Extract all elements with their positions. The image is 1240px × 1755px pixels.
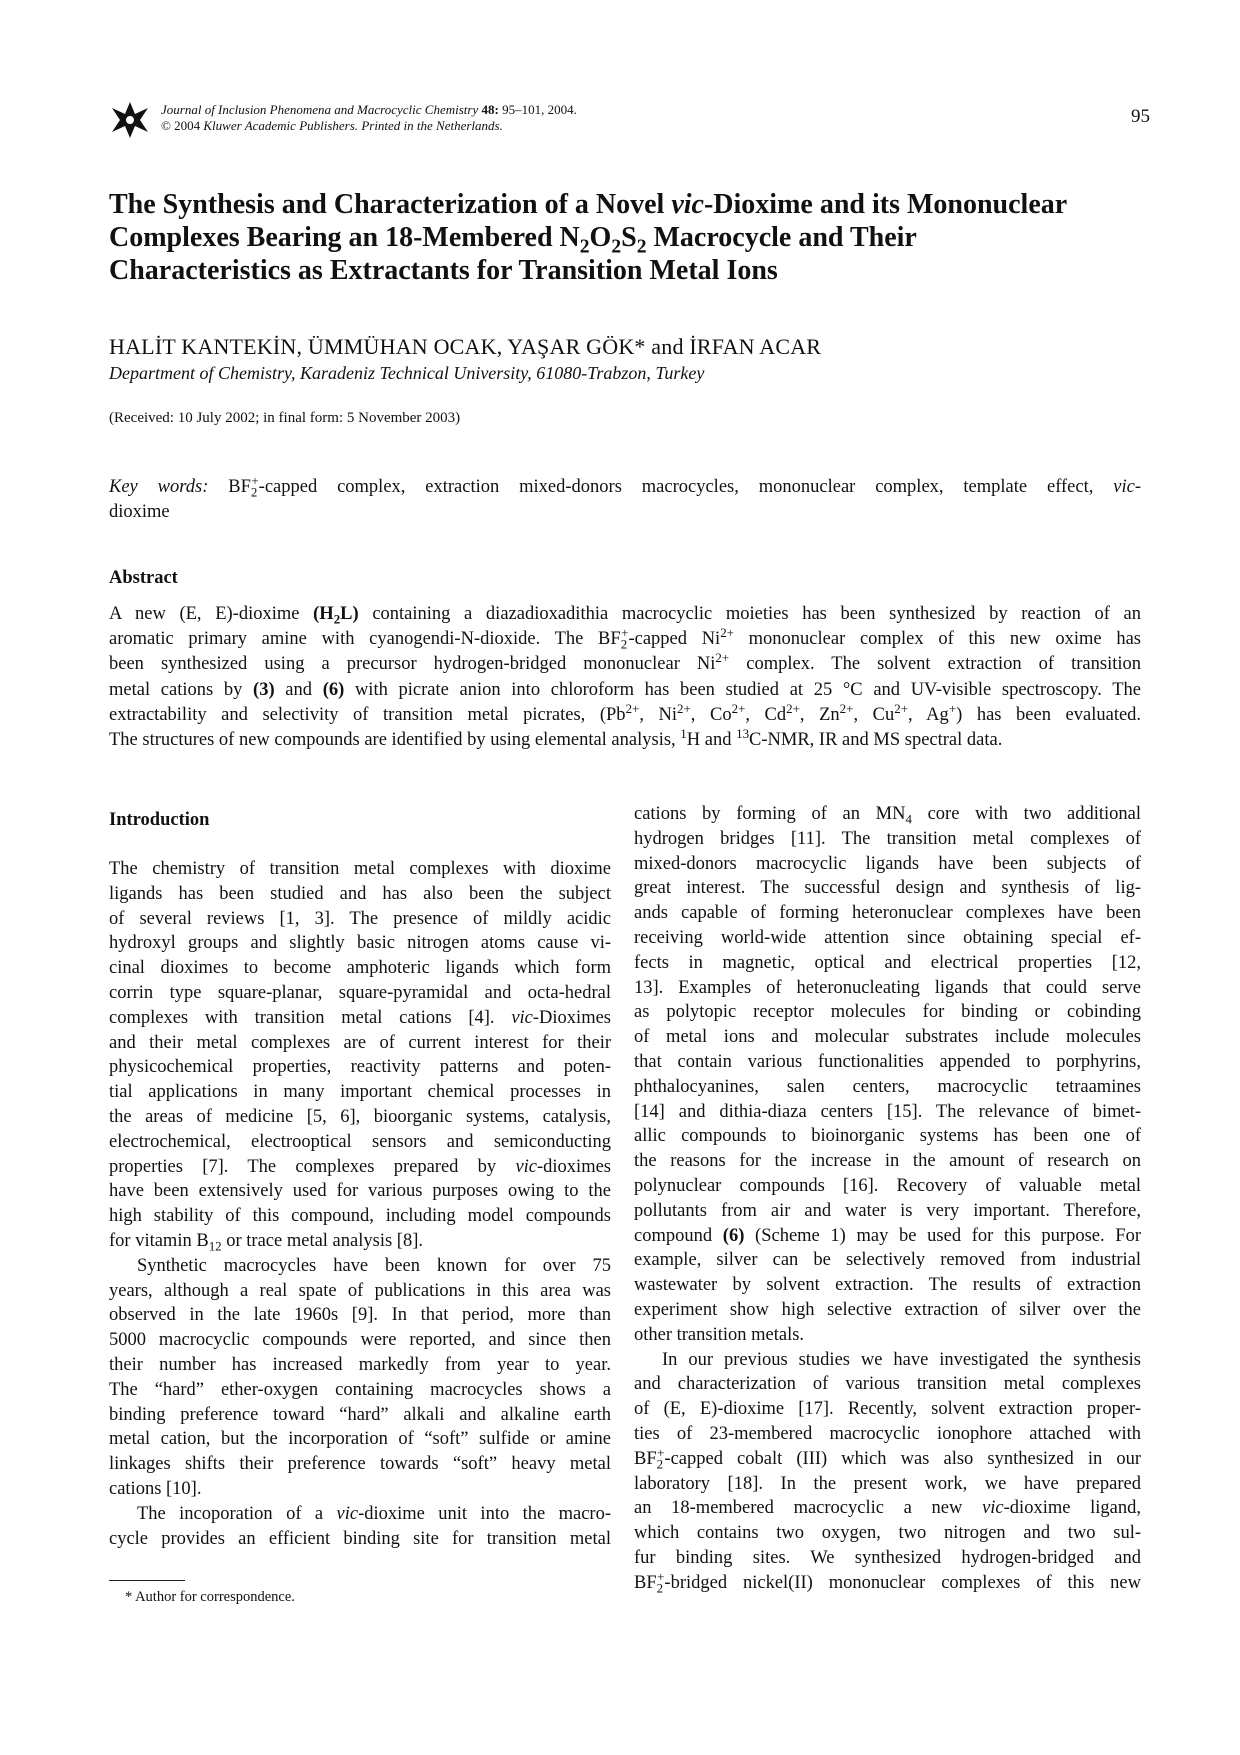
text-line: and their metal complexes are of current interest for their [109, 1032, 611, 1053]
text-line: which contains two oxygen, two nitrogen and two sul- [634, 1523, 1141, 1544]
text-line: of (E, E)-dioxime [17]. Recently, solvent extraction proper- [634, 1399, 1141, 1420]
text-line: fur binding sites. We synthesized hydrogen-bridged and [634, 1547, 1141, 1568]
text-line: phthalocyanines, salen centers, macrocyclic tetraamines [634, 1076, 1141, 1097]
paper-title: The Synthesis and Characterization of a Novel vic-Dioxime and its Mononuclear Complexes Bearing an 18-Membered $N_2O_2S_2$ Macrocycle and Their Characteristics as Extractants for Transition Metal Ions [109, 189, 1068, 286]
text-line: polynuclear compounds [16]. Recovery of valuable metal [634, 1175, 1141, 1196]
text-line: metal cation, but the incorporation of “soft” sulfide or amine [109, 1429, 611, 1450]
abstract-body: A new (E, E)-dioxime $(H_2L)$ containing a diazadioxadithia macrocyclic moieties has been synthesized by reaction of an aromatic primary amine with cyanogendi-N-dioxide. The $BF_2^+$-capped $Ni^{2+}$ mononuclear complex of this new oxime has been synthesized using a precursor hydrogen-bridged mononuclear $Ni^{2+}$ complex. The solvent extraction of transition metal cations by (3) and (6) with picrate anion into chloroform has been studied at 25 °C and UV-visible spectroscopy. The extractability and selectivity of transition metal picrates, ($Pb^{2+}$, $Ni^{2+}$, $Co^{2+}$, $Cd^{2+}$, $Zn^{2+}$, $Cu^{2+}$, Ag+) has been evaluated. The structures of new compounds are identified by using elemental analysis, $^1$H and $^{13}$C-NMR, IR and MS spectral data. [109, 604, 1142, 751]
text-line: as polytopic receptor molecules for binding or cobinding [634, 1002, 1141, 1023]
text-line: $BF_2^+$-capped cobalt (III) which was also synthesized in our [634, 1444, 1141, 1472]
text-line: tial applications in many important chemical processes in [109, 1082, 611, 1103]
affiliation: Department of Chemistry, Karadeniz Technical University, 61080-Trabzon, Turkey [109, 363, 705, 383]
author-list: HALİT KANTEKİN, ÜMMÜHAN OCAK, YAŞAR GÖK* and İRFAN ACAR [109, 334, 822, 359]
text-line: cations [10]. [109, 1478, 202, 1499]
text-line: fects in magnetic, optical and electrical properties [12, [634, 952, 1141, 973]
keywords: Key words: $BF_2^+$-capped complex, extraction mixed-donors macrocycles, mononuclear complex, template effect, vic- dioxime [109, 472, 1141, 522]
text-line: mixed-donors macrocyclic ligands have been subjects of [634, 853, 1141, 874]
text-line: observed in the late 1960s [9]. In that period, more than [109, 1305, 611, 1326]
text-line: ties of 23-membered macrocyclic ionophore attached with [634, 1423, 1141, 1444]
text-line: Synthetic macrocycles have been known for over 75 [137, 1255, 611, 1276]
text-line: high stability of this compound, including model compounds [109, 1206, 611, 1227]
page-number: 95 [1131, 106, 1150, 127]
text-line: 13]. Examples of heteronucleating ligands that could serve [634, 977, 1141, 998]
intro-left-column [109, 857, 611, 1551]
text-line: electrochemical, electrooptical sensors and semiconducting [109, 1131, 611, 1152]
text-line: receiving world-wide attention since obtaining special ef- [634, 927, 1141, 948]
text-line: 5000 macrocyclic compounds were reported, and since then [109, 1330, 611, 1351]
text-line: binding preference toward “hard” alkali and alkaline earth [109, 1404, 611, 1425]
text-line: cinal dioximes to become amphoteric ligands which form [109, 958, 611, 979]
text-line: cations by forming of an $MN_4$ core with two additional [634, 804, 1141, 827]
text-line: other transition metals. [634, 1324, 805, 1345]
text-line: the reasons for the increase in the amount of research on [634, 1151, 1141, 1172]
text-line: experiment show high selective extraction of silver over the [634, 1299, 1141, 1320]
text-line: example, silver can be selectively removed from industrial [634, 1250, 1141, 1271]
text-line: great interest. The successful design and synthesis of lig- [634, 878, 1141, 899]
introduction-heading: Introduction [109, 810, 210, 830]
text-line: allic compounds to bioinorganic systems has been one of [634, 1126, 1141, 1147]
received-dates: (Received: 10 July 2002; in final form: 5 November 2003) [109, 410, 461, 426]
text-line: cycle provides an efficient binding site for transition metal [109, 1528, 611, 1549]
text-line: that contain various functionalities appended to porphyrins, [634, 1051, 1141, 1072]
publisher-logo-icon [110, 100, 150, 140]
text-line: In our previous studies we have investigated the synthesis [662, 1349, 1141, 1370]
text-line: of several reviews [1, 3]. The presence of mildly acidic [109, 908, 611, 929]
text-line: wastewater by solvent extraction. The results of extraction [634, 1275, 1141, 1296]
text-line: [14] and dithia-diaza centers [15]. The relevance of bimet- [634, 1101, 1141, 1122]
text-line: for vitamin $B_{12}$ or trace metal analysis [8]. [109, 1230, 423, 1254]
text-line: their number has increased markedly from year to year. [109, 1354, 611, 1375]
text-line: hydrogen bridges [11]. The transition metal complexes of [634, 828, 1141, 849]
text-line: corrin type square-planar, square-pyramidal and octa-hedral [109, 982, 611, 1003]
text-line: ligands has been studied and has also been the subject [109, 883, 611, 904]
text-line: an 18-membered macrocyclic a new vic-dioxime ligand, [634, 1498, 1141, 1519]
text-line: properties [7]. The complexes prepared by vic-dioximes [109, 1156, 611, 1177]
text-line: of metal ions and molecular substrates include molecules [634, 1027, 1141, 1048]
text-line: hydroxyl groups and slightly basic nitrogen atoms cause vi- [109, 933, 611, 954]
text-line: The incoporation of a vic-dioxime unit into the macro- [137, 1503, 611, 1524]
text-line: years, although a real spate of publications in this area was [109, 1280, 611, 1301]
abstract-heading: Abstract [109, 568, 178, 588]
footnote-rule [109, 1580, 185, 1581]
text-line: linkages shifts their preference towards “soft” heavy metal [109, 1454, 611, 1475]
text-line: The “hard” ether-oxygen containing macrocycles shows a [109, 1379, 611, 1400]
intro-right-column [634, 802, 1141, 1596]
footnote: * Author for correspondence. [125, 1589, 295, 1605]
text-line: and characterization of various transition metal complexes [634, 1374, 1141, 1395]
text-line: $BF_2^+$-bridged nickel(II) mononuclear complexes of this new [634, 1568, 1141, 1596]
text-line: have been extensively used for various purposes owing to the [109, 1181, 611, 1202]
text-line: ands capable of forming heteronuclear complexes have been [634, 903, 1141, 924]
text-line: The chemistry of transition metal complexes with dioxime [109, 859, 611, 879]
text-line: physicochemical properties, reactivity patterns and poten- [109, 1057, 611, 1078]
journal-citation: Journal of Inclusion Phenomena and Macrocyclic Chemistry 48: 95–101, 2004. © 2004 Kluwer Academic Publishers. Printed in the Netherlands. [161, 102, 577, 133]
text-line: pollutants from air and water is very important. Therefore, [634, 1200, 1141, 1221]
text-line: laboratory [18]. In the present work, we have prepared [634, 1473, 1141, 1494]
text-line: compound (6) (Scheme 1) may be used for this purpose. For [634, 1225, 1141, 1246]
text-line: complexes with transition metal cations [4]. vic-Dioximes [109, 1007, 611, 1028]
text-line: the areas of medicine [5, 6], bioorganic systems, catalysis, [109, 1106, 611, 1127]
